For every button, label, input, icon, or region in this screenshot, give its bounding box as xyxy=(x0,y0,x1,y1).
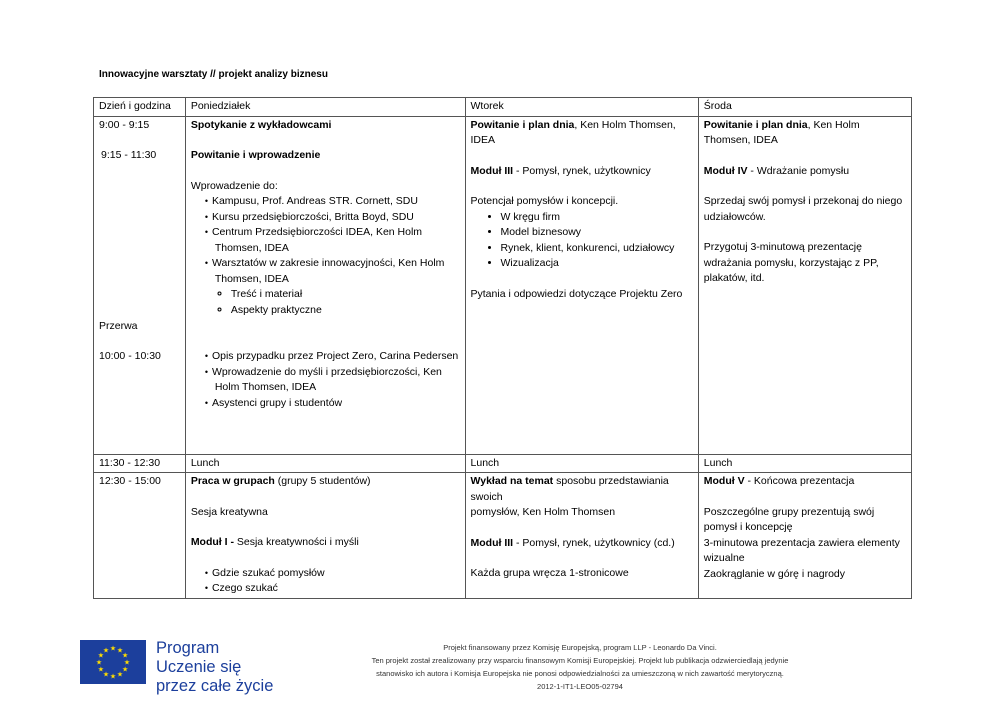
flag-star: ★ xyxy=(116,671,124,679)
flag-star: ★ xyxy=(123,659,131,667)
flag-star: ★ xyxy=(109,645,117,653)
list-item: • Kursu przedsiębiorczości, Britta Boyd, SDU xyxy=(215,210,460,226)
tuesday-potential: Potencjał pomysłów i koncepcji. xyxy=(470,195,619,207)
lunch-row xyxy=(94,454,912,473)
list-item: • Asystenci grupy i studentów xyxy=(215,396,460,412)
list-item: • Wprowadzenie do myśli i przedsiębiorczości, Ken Holm Thomsen, IDEA xyxy=(215,365,460,396)
break-label: Przerwa xyxy=(99,319,138,332)
tuesday-qa: Pytania i odpowiedzi dotyczące Projektu Zero xyxy=(470,287,683,300)
header-cell-tuesday: Wtorek xyxy=(465,98,698,117)
list-item: • Centrum Przedsiębiorczości IDEA, Ken Holm Thomsen, IDEA xyxy=(215,225,460,256)
eu-flag-icon xyxy=(80,640,146,684)
afternoon-row xyxy=(94,473,912,599)
flag-star: ★ xyxy=(95,659,103,667)
list-item: • Kampusu, Prof. Andreas STR. Cornett, SDU xyxy=(215,194,460,210)
flag-star: ★ xyxy=(102,671,110,679)
monday-creative-session: Sesja kreatywna xyxy=(190,505,268,518)
monday-morning-cell xyxy=(185,116,465,454)
monday-module: Moduł I - Sesja kreatywności i myśli xyxy=(190,536,359,548)
list-item: ◦ Aspekty praktyczne xyxy=(231,303,460,319)
flag-star: ★ xyxy=(116,647,124,655)
tuesday-module-cont: Moduł III - Pomysł, rynek, użytkownicy (cd.) xyxy=(470,536,675,549)
note-line: stanowisko ich autora i Komisja Europejska nie ponosi odpowiedzialności za umieszczoną w nich zawartość merytoryczną. xyxy=(376,669,784,678)
list-item: • Opis przypadku przez Project Zero, Carina Pedersen xyxy=(215,349,460,365)
program-line: Program xyxy=(156,639,220,657)
tuesday-morning-cell xyxy=(465,116,698,454)
program-line: Uczenie się xyxy=(156,658,242,676)
flag-star: ★ xyxy=(97,652,105,660)
document-title: Innowacyjne warsztaty // projekt analizy biznesu xyxy=(99,69,328,80)
lunch-monday: Lunch xyxy=(185,454,465,473)
flag-star: ★ xyxy=(121,652,129,660)
wednesday-module: Moduł IV - Wdrażanie pomysłu xyxy=(703,164,850,177)
list-item: • Warsztatów w zakresie innowacyjności, Ken Holm Thomsen, IDEA xyxy=(215,256,460,287)
tuesday-list xyxy=(471,210,693,272)
monday-afternoon-list xyxy=(191,566,460,597)
morning-row xyxy=(94,116,912,454)
program-line: przez całe życie xyxy=(156,677,274,695)
wednesday-prepare: Przygotuj 3-minutową prezentację wdrażania pomysłu, korzystając z PP, plakatów, itd. xyxy=(703,241,879,284)
wednesday-sell: Sprzedaj swój pomysł i przekonaj do niego udziałowców. xyxy=(703,195,903,223)
monday-afternoon-cell xyxy=(185,473,465,599)
list-item: • Rynek, klient, konkurenci, udziałowcy xyxy=(501,241,693,257)
header-row xyxy=(94,98,912,117)
monday-item-meeting: Spotykanie z wykładowcami xyxy=(190,118,332,131)
lunch-wednesday: Lunch xyxy=(698,454,911,473)
list-item: • Wizualizacja xyxy=(501,256,693,272)
monday-group-work: Praca w grupach (grupy 5 studentów) xyxy=(190,475,371,487)
list-item: ◦ Treść i materiał xyxy=(231,287,460,303)
list-item: • W kręgu firm xyxy=(501,210,693,226)
list-item: • Model biznesowy xyxy=(501,225,693,241)
tuesday-afternoon-cell xyxy=(465,473,698,599)
lunch-time: 11:30 - 12:30 xyxy=(94,454,186,473)
time-cell-morning xyxy=(94,116,186,454)
note-line: 2012-1-IT1-LEO05-02794 xyxy=(537,682,623,691)
wednesday-afternoon-cell xyxy=(698,473,911,599)
tuesday-each-group: Każda grupa wręcza 1-stronicowe xyxy=(470,567,629,579)
flag-star: ★ xyxy=(102,647,110,655)
header-cell-monday: Poniedziałek xyxy=(185,98,465,117)
footer xyxy=(0,635,992,701)
wednesday-line-3: Zaokrąglanie w górę i nagrody xyxy=(703,567,846,580)
note-line: Projekt finansowany przez Komisję Europejską, program LLP - Leonardo Da Vinci. xyxy=(443,643,717,652)
monday-sublist xyxy=(191,287,460,318)
schedule-table xyxy=(93,97,912,599)
wednesday-line-2: 3-minutowa prezentacja zawiera elementy wizualne xyxy=(703,536,900,564)
wednesday-morning-cell xyxy=(698,116,911,454)
flag-star: ★ xyxy=(97,666,105,674)
tuesday-lecture-cont: pomysłów, Ken Holm Thomsen xyxy=(470,506,616,518)
header-cell-wednesday: Środa xyxy=(698,98,911,117)
time-10-00: 10:00 - 10:30 xyxy=(99,350,161,362)
wednesday-line-1: Poszczególne grupy prezentują swój pomysł i koncepcję xyxy=(703,505,875,533)
program-logo-text xyxy=(156,639,273,696)
list-item: • Czego szukać xyxy=(215,581,460,597)
note-line: Ten projekt został zrealizowany przy wsparciu finansowym Komisji Europejskiej. Projekt lub publikacja odzwierciedlają jedynie xyxy=(371,656,789,665)
tuesday-lecture: Wykład na temat sposobu przedstawiania swoich xyxy=(470,475,669,503)
afternoon-time: 12:30 - 15:00 xyxy=(94,473,186,599)
time-9-15: 9:15 - 11:30 xyxy=(101,149,157,161)
wednesday-final-module: Moduł V - Końcowa prezentacja xyxy=(703,475,855,487)
tuesday-module: Moduł III - Pomysł, rynek, użytkownicy xyxy=(470,164,651,177)
tuesday-welcome: Powitanie i plan dnia, Ken Holm Thomsen, IDEA xyxy=(470,118,676,146)
monday-intro-list xyxy=(191,194,460,287)
flag-star: ★ xyxy=(121,666,129,674)
time-9-00: 9:00 - 9:15 xyxy=(99,118,150,131)
lunch-tuesday: Lunch xyxy=(465,454,698,473)
list-item: • Gdzie szukać pomysłów xyxy=(215,566,460,582)
monday-second-list xyxy=(191,349,460,411)
header-cell-time: Dzień i godzina xyxy=(94,98,186,117)
monday-intro-label: Wprowadzenie do: xyxy=(190,179,278,192)
wednesday-welcome: Powitanie i plan dnia, Ken Holm Thomsen, IDEA xyxy=(703,118,860,146)
flag-star: ★ xyxy=(109,673,117,681)
funding-note xyxy=(300,641,860,693)
monday-item-welcome: Powitanie i wprowadzenie xyxy=(190,149,321,161)
